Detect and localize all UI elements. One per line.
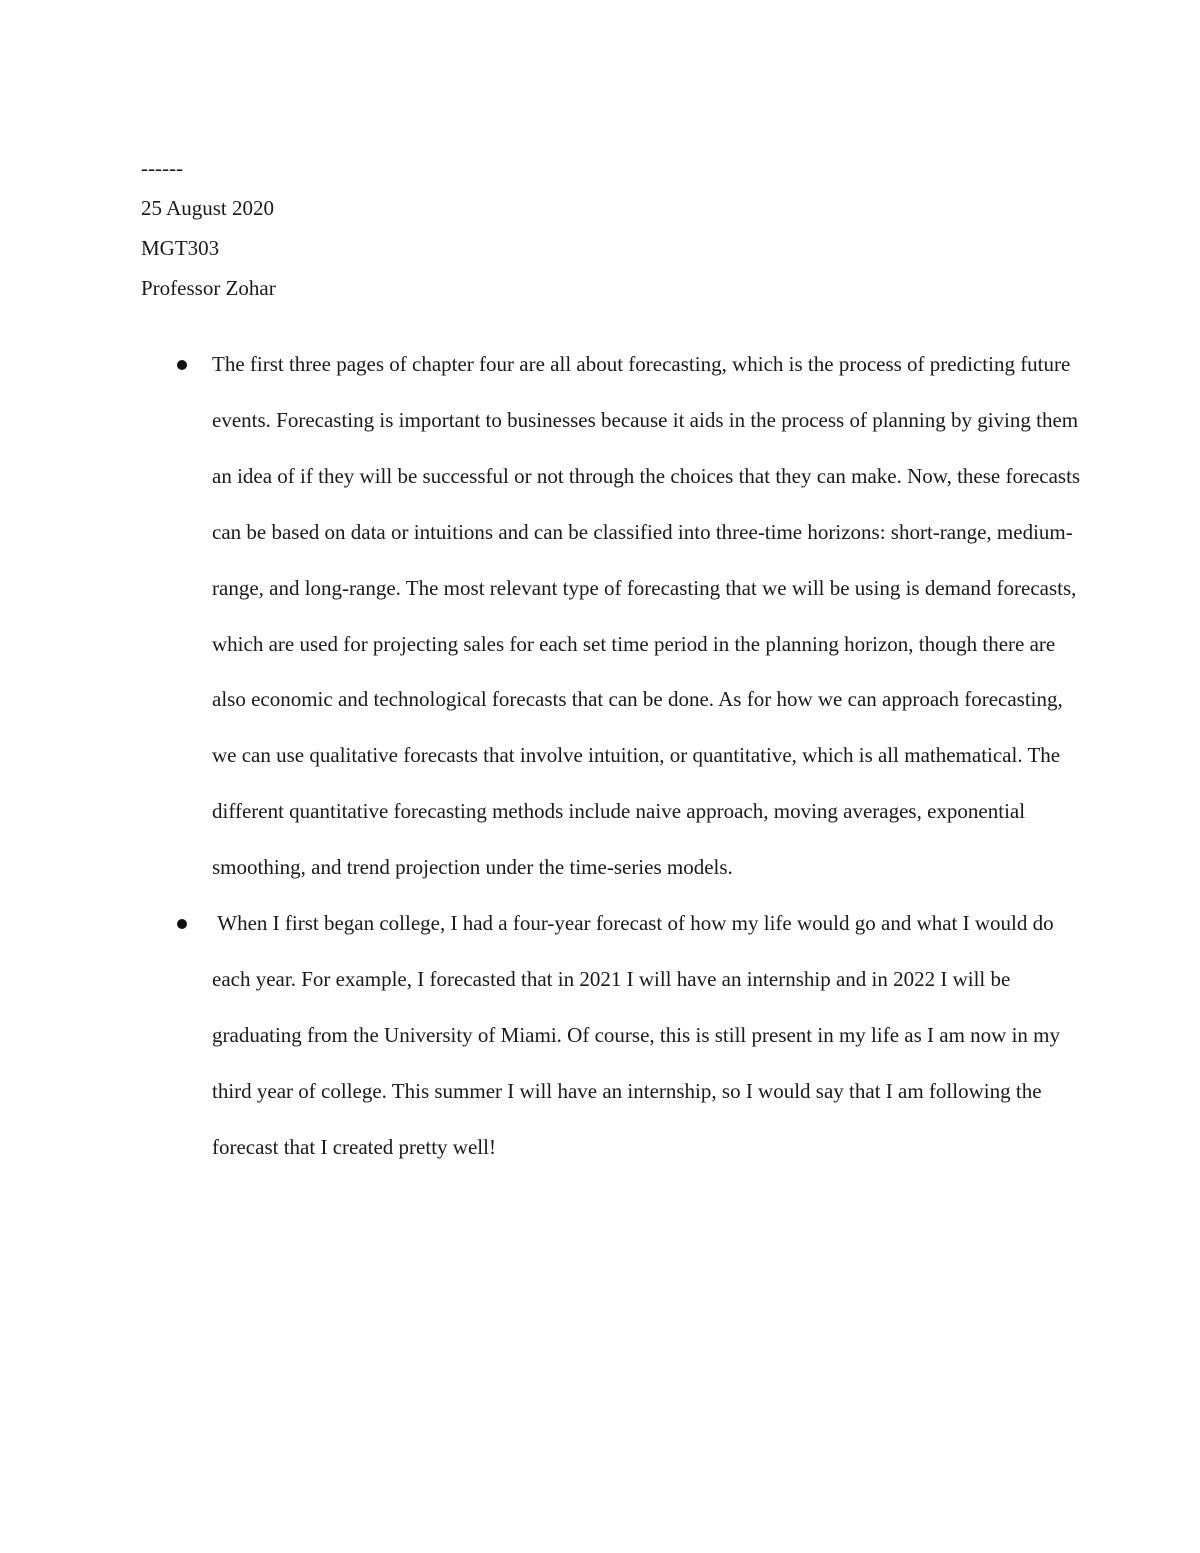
header-separator: ------ — [141, 156, 183, 180]
list-item — [141, 896, 1081, 1176]
header-date: 25 August 2020 — [141, 196, 275, 220]
bullet-list — [141, 337, 1081, 1176]
bullet-text: When I first began college, I had a four-year forecast of how my life would go and what I would do each year. For example, I forecasted that in 2021 I will have an internship and in 2022 I will be graduating from the University of Miami. Of course, this is still present in my life as I am now in my third year of college. This summer I will have an internship, so I would say that I am following the forecast that I created pretty well! — [212, 911, 1066, 1159]
bullet-text: The first three pages of chapter four are all about forecasting, which is the process of predicting future events. Forecasting is important to businesses because it aids in the process of planning by giving them an idea of if they will be successful or not through the choices that they can make. Now, these forecasts can be based on data or intuitions and can be classified into three-time horizons: short-range, medium-range, and long-range. The most relevant type of forecasting that we will be using is demand forecasts, which are used for projecting sales for each set time period in the planning horizon, though there are also economic and technological forecasts that can be done. As for how we can approach forecasting, we can use qualitative forecasts that involve intuition, or quantitative, which is all mathematical. The different quantitative forecasting methods include naive approach, moving averages, exponential smoothing, and trend projection under the time-series models. — [212, 352, 1081, 880]
header-professor: Professor Zohar — [141, 276, 276, 300]
header-course: MGT303 — [141, 236, 220, 260]
bullet-icon — [177, 919, 187, 929]
bullet-icon — [177, 360, 187, 370]
document-header — [141, 148, 276, 308]
list-item — [141, 337, 1081, 896]
